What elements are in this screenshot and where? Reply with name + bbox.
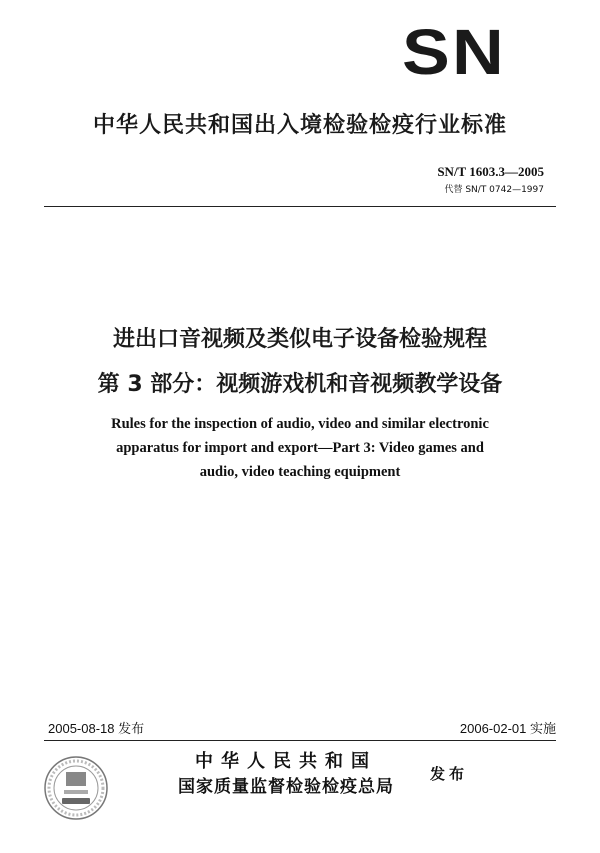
org-title: 中华人民共和国出入境检验检疫行业标准 (92, 113, 507, 138)
certification-stamp-icon (42, 754, 110, 822)
chinese-title-line-1: 进出口音视频及类似电子设备检验规程 (112, 327, 487, 352)
replaces-standard: 代替 SN/T 0742—1997 (444, 185, 544, 195)
english-title-line-2: apparatus for import and export—Part 3: Video games and (116, 440, 484, 456)
english-title (0, 412, 600, 484)
issue-date: 2005-08-18 发布 (48, 721, 145, 736)
implementation-date: 2006-02-01 实施 (459, 721, 556, 736)
english-title-line-1: Rules for the inspection of audio, video and similar electronic (111, 416, 489, 432)
issuer-country: 中华人民共和国 (195, 751, 377, 772)
issuer-agency: 国家质量监督检验检疫总局 (178, 777, 394, 797)
top-divider (44, 206, 556, 207)
bottom-divider (44, 740, 556, 741)
chinese-title-line-2: 第 3 部分：视频游戏机和音视频教学设备 (97, 372, 503, 397)
english-title-line-3: audio, video teaching equipment (199, 464, 401, 480)
issuer-block (152, 750, 420, 800)
sn-logo: SN (402, 16, 507, 88)
standard-code: SN/T 1603.3—2005 (437, 164, 544, 179)
publish-label: 发布 (430, 765, 469, 783)
